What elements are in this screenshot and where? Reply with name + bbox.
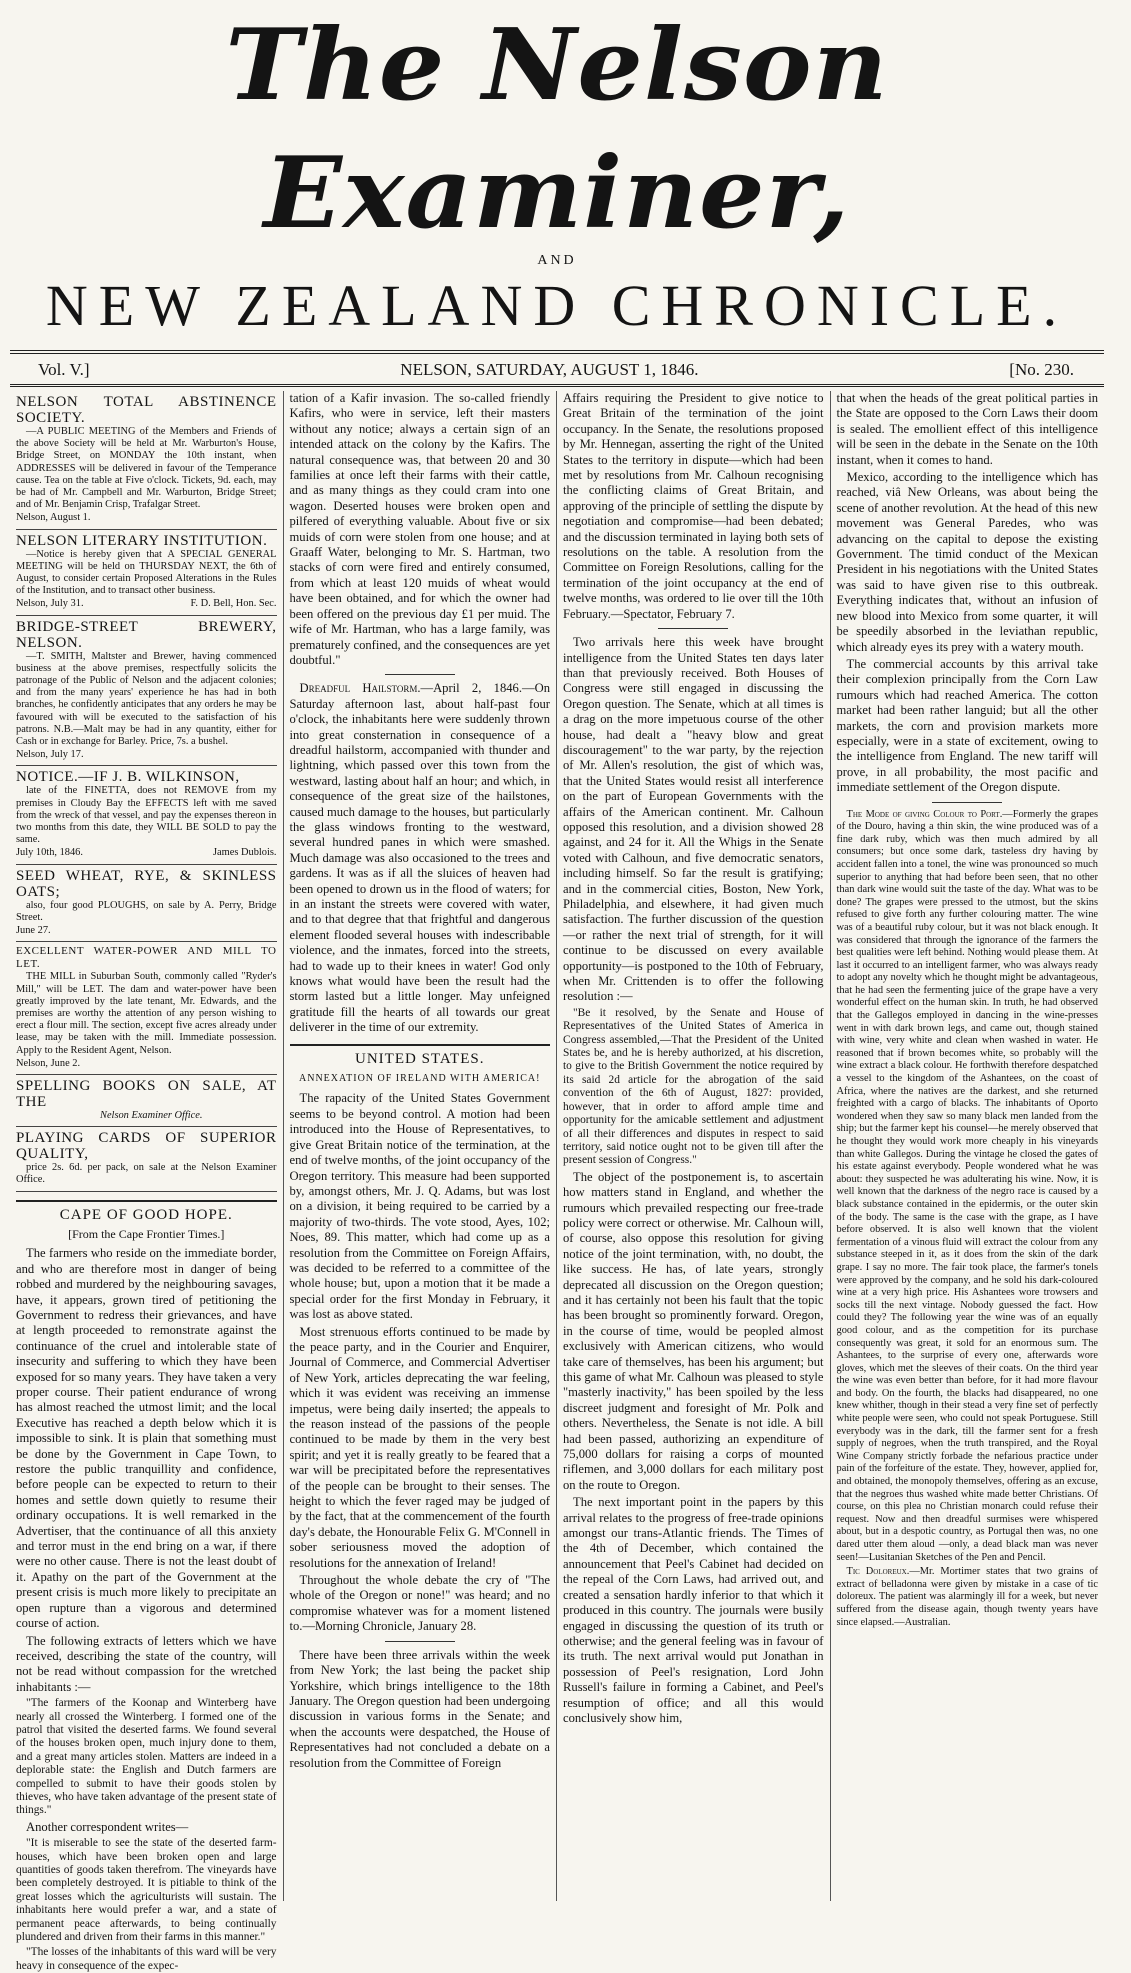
masthead xyxy=(10,2,1104,338)
column-1 xyxy=(10,391,284,1972)
article-paragraph: tation of a Kafir invasion. The so-called friendly Kafirs, who were in service, left their masters without any notice; always a certain sign of an intended attack on the colony by the Kafirs. The natural consequence was, that between 20 and 30 families at once left their farms with their cattle, and as many things as they could cram into one wagon. Deserted houses were broken open and pilfered of everything valuable. About five or six muids of corn were stolen from one house; and at Graaff Water, belonging to Mr. S. Hartman, two stacks of corn were fired and entirely consumed, from which at least 120 muids of wheat would have been obtained, and for which the owner had been offered on the previous day £1 per muid. The wife of Mr. Hartman, who has a large family, was prematurely confined, and the consequences are yet doubtful." xyxy=(289,391,551,667)
ad-body: —T. SMITH, Maltster and Brewer, having commenced business at the above premises, respectfully solicits the patronage of the Public of Nelson and the adjacent colonies; and from the many years' experience he has had in both branches, he confidently anticipates that any orders he may be favoured with will be executed to the satisfaction of his patrons. N.B.—Malt may be had in any quantity, either for Cash or in exchange for Barley. Price, 7s. a bushel. xyxy=(16,650,277,748)
volume-label: Vol. V.] xyxy=(38,360,90,379)
masthead-subtitle: NEW ZEALAND CHRONICLE. xyxy=(45,273,1069,338)
article-kicker: ANNEXATION OF IRELAND WITH AMERICA! xyxy=(299,1073,541,1085)
ad-date: Nelson, June 2. xyxy=(16,1057,81,1069)
article-paragraph: The next important point in the papers by this arrival relates to the progress of free-trade opinions amongst our trans-Atlantic friends. The Times of the 4th of December, which contained the announcement that Peel's Cabinet had decided on the repeal of the Corn Laws, had arrived out, and created a sensation hardly inferior to that which it produced in this country. The journals were busily engaged in discussing the question of its truth or otherwise; and the general feeling was in favour of its truth. The next arrival would put Jonathan in possession of Peel's resignation, Lord John Russell's failure in forming a Cabinet, and Peel's resumption of office; and all this would conclusively show him, xyxy=(563,1495,824,1725)
ad-heading: NELSON TOTAL ABSTINENCE SOCIETY. xyxy=(16,394,277,426)
article-paragraph: The object of the postponement is, to ascertain how matters stand in England, and whether the rumours which prevailed respecting our free-trade policy were correct or otherwise. Mr. Calhoun will, of course, also oppose this resolution for giving notice of the joint termination, with, no doubt, the like success. He has, of late years, strongly deprecated all discussion on the Oregon question; and it has certainly not been his fault that the topic has been brought so prominently forward. Oregon, in the course of time, would be peopled almost exclusively with American citizens, who would take care of themselves, has been his argument; but this game of what Mr. Calhoun was pleased to style "masterly inactivity," has been spoiled by the less discreet judgment and foresight of Mr. Polk and others. Nevertheless, the Senate is not idle. A bill had been passed, authorizing an expenditure of 75,000 dollars for raising a corps of mounted riflemen, and 3,000 dollars for each military post on the route to Oregon. xyxy=(563,1169,824,1492)
news-item-hailstorm xyxy=(290,681,551,1035)
masthead-title: The Nelson Examiner, xyxy=(225,8,889,251)
divider xyxy=(385,674,455,675)
article-paragraph: Affairs requiring the President to give notice to Great Britain of the termination of the joint occupancy. In the Senate, the resolutions proposed by Mr. Hennegan, asserting the right of the United States to the territory in dispute—which had been met by resolutions from Mr. Calhoun recognising the conflicting claims of Great Britain, and approving of the principle of settling the dispute by negotiation and compromise—had been debated; and the discussion terminated in laying both sets of resolutions on the table. A resolution from the Committee on Foreign Resolutions, calling for the termination of the joint occupancy at the end of twelve months, was ordered to lie over till the 10th February.—Spectator, February 7. xyxy=(563,391,824,621)
ad-heading: PLAYING CARDS OF SUPERIOR QUALITY, xyxy=(16,1130,277,1163)
article-paragraph: The following extracts of letters which we have received, describing the state of the country, will not be read without compassion for the wretched inhabitants :— xyxy=(16,1633,277,1694)
ad-body: also, four good PLOUGHS, on sale by A. Perry, Bridge Street. xyxy=(16,899,277,923)
section-heading-cape: CAPE OF GOOD HOPE. xyxy=(16,1200,277,1223)
ad-body: THE MILL in Suburban South, commonly called "Ryder's Mill," will be LET. The dam and water-power have been greatly improved by the late tenant, Mr. Edwards, and the premises are worthy the attention of any person wishing to erect a flour mill. The section, except five acres already under lease, may be taken with the mill. Immediate possession. Apply to the Resident Agent, Nelson. xyxy=(16,971,277,1056)
article-paragraph: The farmers who reside on the immediate border, and who are therefore most in danger of being robbed and murdered by the neighbouring savages, have, it appears, grown tired of petitioning the Government to redress their grievances, and have at length proceeded to remonstrate against the continuance of the cruel and intolerable state of insecurity and suffering to which they have been exposed for so many years. They have taken a very proper course. Their patient endurance of wrong has almost reached the utmost limit; and the local Executive has reached a depth below which it is impossible to sink. It is plain that something must be done by the Government in Cape Town, to restore the public tranquillity and confidence, before people can be expected to return to their homes and settle down quietly to resume their ordinary occupations. It is well remarked in the Advertiser, that the continuance of all this anxiety and terror must in the end bring on a war, if there were no other cause. There is not the least doubt of it. Apathy on the part of the Government at the present crisis is much more likely to precipitate an open rupture than a vigorous and determined course of action. xyxy=(16,1246,277,1631)
ad-body: Nelson Examiner Office. xyxy=(100,1109,203,1121)
divider xyxy=(385,1641,455,1642)
article-quote: "It is miserable to see the state of the deserted farm-houses, which have been broken open and large quantities of goods taken therefrom. The vineyards have been completely destroyed. It is pitiable to think of the great losses which the agriculturists will sustain. The inhabitants here would prefer a war, and a state of permanent peace afterwards, to being continually plundered and driven from their farms in this manner." xyxy=(16,1837,277,1944)
ad-date: June 27. xyxy=(16,925,51,937)
dateline xyxy=(10,350,1104,387)
article-quote: "Be it resolved, by the Senate and House of Representatives of the United States of America in Congress assembled,—That the President of the United States be, and he is hereby authorized, at his discretion, to give to the British Government the notice required by its said 2d article for the abrogation of the said convention of the 6th of August, 1827: provided, however, that in order to afford ample time and opportunity for the amicable settlement and adjustment of all their differences and disputes in respect to said territory, said notice ought not to be given till after the present session of Congress." xyxy=(563,1006,824,1167)
advertisement xyxy=(16,1075,277,1127)
advertisement xyxy=(16,1127,277,1191)
article-paragraph: Two arrivals here this week have brought intelligence from the United States ten days later than that previously received. Both Houses of Congress were still engaged in discussing the Oregon question. The Senate, which at all times is a drag on the more impetuous course of the other house, had dealt a "heavy blow and great discouragement" to the war party, by the rejection of Mr. Allen's resolution, the gist of which was, that the United States would resist all interference on the part of European Governments with the affairs of the American continent. Mr. Calhoun opposed this resolution, and a division showed 28 against, and 24 for it. All the Whigs in the Senate voted with Calhoun, and five democratic senators, including himself. So far the result is gratifying; and in the commercial cities, Boston, New York, Philadelphia, and elsewhere, it had given much satisfaction. The further discussion of the question—or rather the next trial of strength, for it will continue to be discussed on every available opportunity—is postponed to the 10th of February, when Mr. Crittenden is to offer the following resolution :— xyxy=(563,635,824,1004)
article-quote: "The farmers of the Koonap and Winterberg have nearly all crossed the Winterberg. I formed one of the patrol that visited the deserted farms. We found several of the houses broken open, much injury done to them, and a great many articles stolen. Matters are indeed in a deplorable state: the English and Dutch farmers are compelled to submit to have their goods stolen by thieves, who have taken advantage of the present state of things." xyxy=(16,1697,277,1817)
masthead-and: AND xyxy=(537,253,577,268)
divider xyxy=(658,628,728,629)
advertisement xyxy=(16,942,277,1075)
article-paragraph: that when the heads of the great political parties in the State are opposed to the Corn Laws their doom is sealed. The emollient effect of this intelligence will be seen in the debate in the Senate on the 10th instant, when it comes to hand. xyxy=(836,391,1098,467)
article-paragraph: Most strenuous efforts continued to be made by the peace party, and in the Courier and Enquirer, Journal of Commerce, and Commercial Advertiser of New York, articles deprecating the war feeling, which it was evident was receiving an immense impetus, were being daily inserted; the appeals to the reason instead of the passions of the people continued to be made by them in the very best spirit; and yet it is really greatly to be feared that a war will be precipitated before the representatives of the people can be brought to their senses. The height to which the fever raged may be judged of by the fact, that at the commencement of the fourth day's debate, the Honourable Felix G. M'Connell in sober seriousness moved the adoption of resolutions for the annexation of Ireland! xyxy=(289,1324,550,1570)
news-item-lead: Tic Doloreux. xyxy=(846,1566,910,1578)
ad-date: Nelson, July 31. xyxy=(16,598,84,610)
advertisement xyxy=(16,865,277,943)
news-item-lead: The Mode of giving Colour to Port. xyxy=(846,808,1003,820)
newspaper-page xyxy=(0,2,1114,1972)
column-3 xyxy=(557,391,831,1901)
ad-body: price 2s. 6d. per pack, on sale at the Nelson Examiner Office. xyxy=(16,1162,277,1186)
place-date: NELSON, SATURDAY, AUGUST 1, 1846. xyxy=(400,360,699,379)
article-paragraph: There have been three arrivals within the week from New York; the last being the packet ship Yorkshire, which brings intelligence to the 18th January. The Oregon question had been undergoing discussion in various forms in the Senate; and when the accounts were despatched, the House of Representatives had not concluded a debate on a resolution from the Committee of Foreign xyxy=(289,1647,550,1770)
issue-number: [No. 230. xyxy=(1009,360,1074,379)
article-paragraph: Mexico, according to the intelligence which has reached, viâ New Orleans, was about being the scene of another revolution. At the head of this new movement was General Paredes, who was advancing on the capital to depose the existing Government. The timid conduct of the Mexican President in his negotiations with the United States was said to have given rise to this outbreak. Everything indicates that, without an infusion of new blood into Mexico from some quarter, it will be speedily absorbed in the leviathan republic, which already eyes its prey with a watery mouth. xyxy=(836,470,1098,654)
news-item-body: —Mr. Mortimer states that two grains of extract of belladonna were given by mistake in a case of tic doloreux. The patient was alarmingly ill for a week, but never suffered from the disease again, though twenty years have since elapsed.—Australian. xyxy=(836,1566,1098,1628)
news-item-lead: Dreadful Hailstorm. xyxy=(299,681,421,696)
article-paragraph: The commercial accounts by this arrival take their complexion principally from the Corn Law rumours which had reached America. The cotton market had been rather languid; but all the other markets, the corn and provision markets more especially, were in a state of excitement, owing to the intelligence from England. The new tariff will prove, in all probability, the most pacific and immediate settlement of the Oregon dispute. xyxy=(836,656,1098,795)
columns xyxy=(10,391,1104,1972)
ad-body: late of the FINETTA, does not REMOVE from my premises in Cloudy Bay the EFFECTS left with me saved from the wreck of that vessel, and pay the expenses thereon in two months from this date, they WILL BE SOLD to pay the same. xyxy=(16,785,277,846)
ad-date: Nelson, August 1. xyxy=(16,512,91,524)
news-item-body: —Formerly the grapes of the Douro, having a thin skin, the wine produced was of a fine dark ruby, which was then much admired by all consumers; but once some dark, tasteless dry having by accident fallen into a tonel, the wine was pronounced so much superior to anything that had before been seen, that no other than dark wine would suit the taste of the day. What was to be done? The grapes were pressed to the utmost, but the skins refused to give forth any further colouring matter. The wine was of a beautiful ruby colour, but it was not black enough. It was considered that through the ignorance of the farmers the best qualities were left behind. Nothing would please them. At last it occurred to an intelligent farmer, who was always ready to adopt any novelty which he thought might be advantageous, that he had seen the fermenting juice of the grape have a very wonderful effect on the human skin. In truth, he had observed that the Gallegos employed in dancing in the wine-presses went in with dark brown legs, and came out, though stained with wine, very white and clean when washed in water. He reasoned that if brown becomes white, so probably will the wine extract a black colour. He forthwith therefore despatched a vessel to the kingdom of the Ashantees, on the coast of Africa, where the natives are the darkest, and she returned freighted with a cargo of blacks. The inhabitants of Oporto wondered when they saw so many black men landed from the ship; but the farmer kept his counsel—he merely observed that he thought they would work more cheaply in his vineyards than white Gallegos. During the vintage he closed the gates of his estate against everybody. People wondered what he was about: they suspected he was adulterating his wine. Now, it is well known that the darkness of the negro race is caused by a black substance contained in the epidermis, or the outer skin of the body. The same is the case with the grape, as I have before observed. It is also well known that the violent fermentation of a vinous fluid will extract the colour from any substance steeped in it, as it does from the skin of the dark grape. I say no more. The fair took place, the farmer's tonels were approved by the company, and he sold his dark-coloured wine at a very high price. His Ashantees wore trowsers and socks till the next vintage. Nobody guessed the fact. How could they? The following year the wine was of an equally good colour, and as the competition for its purchase consequently was great, it sold for an enormous sum. The Ashantees, to the surprise of every one, afterwards wore gloves, which met the sleeves of their coats. On the third year the wine was even better than before, for it had more flavour and body. On the fourth, the blacks had disappeared, no one knew whither, though in their stead a very fine set of perfectly white people were seen, who could not speak Portuguese. Still everybody was in the dark, till the farmer sent for a fresh supply of negroes, when the truth transpired, and the Royal Wine Company strictly forbade the nefarious practice under pain of the forfeiture of the estate. They, however, applied for, and obtained, the monopoly themselves, offering as an excuse, that the negroes thus washed white made better Christians. Of course, on this plea no Christian monarch could refuse their request. Now and then dreadful surmises were whispered about, but in a despotic country, as Portugal then was, no one dared utter them aloud —only, a dead black man was never seen!—Lusitanian Sketches of the Pen and Pencil. xyxy=(836,808,1098,1563)
news-item-tic xyxy=(837,1566,1099,1629)
article-paragraph: The rapacity of the United States Government seems to be beyond control. A motion had been introduced into the House of Representatives, to give Great Britain notice of the termination, at the end of twelve months, of the joint occupancy of the Oregon territory. This measure had been supported by, amongst others, Mr. J. Q. Adams, but was lost on a division, it being required to be carried by a majority of two-thirds. The vote stood, Ayes, 102; Noes, 89. This matter, which had come up as a resolution from the Committee on Foreign Affairs, was decided to be referred to a committee of the whole house; but, upon a motion that it be made a special order for the first Monday in February, it was lost as above stated. xyxy=(289,1091,550,1322)
ad-body: —Notice is hereby given that A SPECIAL GENERAL MEETING will be held on THURSDAY NEXT, the 6th of August, to consider certain Proposed Alterations in the Rules of the Institution, and to transact other business. xyxy=(16,548,277,597)
ad-signature: F. D. Bell, Hon. Sec. xyxy=(190,598,277,610)
news-item-port xyxy=(837,809,1099,1565)
ad-heading: SEED WHEAT, RYE, & SKINLESS OATS; xyxy=(16,867,277,900)
article-source: [From the Cape Frontier Times.] xyxy=(68,1226,225,1241)
column-4 xyxy=(831,391,1105,1901)
article-quote: "The losses of the inhabitants of this ward will be very heavy in consequence of the expec- xyxy=(16,1946,277,1972)
ad-heading: EXCELLENT WATER-POWER AND MILL TO LET. xyxy=(16,945,277,971)
advertisement xyxy=(16,766,277,864)
news-item-body: —April 2, 1846.—On Saturday afternoon last, about half-past four o'clock, the inhabitants here were suddenly thrown into great consternation in consequence of a dreadful hailstorm, accompanied with thunder and lightning, which passed over this town from the westward, lasting about half an hour; and which, in consequence of the great size of the hailstones, caused much damage to the houses, but particularly the glass windows fronting to the westward, several hundred panes in which were smashed. Much damage was also occasioned to the trees and gardens. It was as if all the sluices of heaven had been opened to drown us in the flood of waters; for in an instant the streets were covered with water, and to that degree that that frightful and dangerous element flooded several houses with indescribable violence, and the inmates, forced into the streets, had to wade up to their knees in water! God only knows what would have been the result had the storm lasted but a little longer. May unfeigned gratitude fill the hearts of all towards our great deliverer in the time of our extremity. xyxy=(289,681,550,1035)
section-heading-united-states: UNITED STATES. xyxy=(290,1044,551,1067)
ad-heading: SPELLING BOOKS ON SALE, AT THE xyxy=(16,1077,277,1110)
divider xyxy=(932,802,1002,803)
ad-date: July 10th, 1846. xyxy=(16,847,83,859)
column-2 xyxy=(284,391,558,1901)
ad-signature: James Dublois. xyxy=(213,847,277,859)
ad-heading: NELSON LITERARY INSTITUTION. xyxy=(16,532,268,549)
article-paragraph: Throughout the whole debate the cry of "The whole of the Oregon or none!" was heard; and no compromise whatever was for a moment listened to.—Morning Chronicle, January 28. xyxy=(289,1573,550,1634)
advertisement xyxy=(16,616,277,767)
ad-body: —A PUBLIC MEETING of the Members and Friends of the above Society will be held at Mr. Warburton's House, Bridge Street, on MONDAY the 10th instant, when ADDRESSES will be delivered in favour of the Temperance cause. Tea on the table at Five o'clock. Tickets, 9d. each, may be had of Mr. Campbell and Mr. Warburton, Bridge Street; and of Mr. Benjamin Crisp, Trafalgar Street. xyxy=(16,426,277,511)
ad-heading: BRIDGE-STREET BREWERY, NELSON. xyxy=(16,618,277,651)
ad-date: Nelson, July 17. xyxy=(16,749,84,761)
ad-heading: NOTICE.—IF J. B. WILKINSON, xyxy=(16,769,240,786)
article-paragraph: Another correspondent writes— xyxy=(26,1819,189,1834)
advertisement xyxy=(16,391,277,530)
advertisement xyxy=(16,530,277,616)
